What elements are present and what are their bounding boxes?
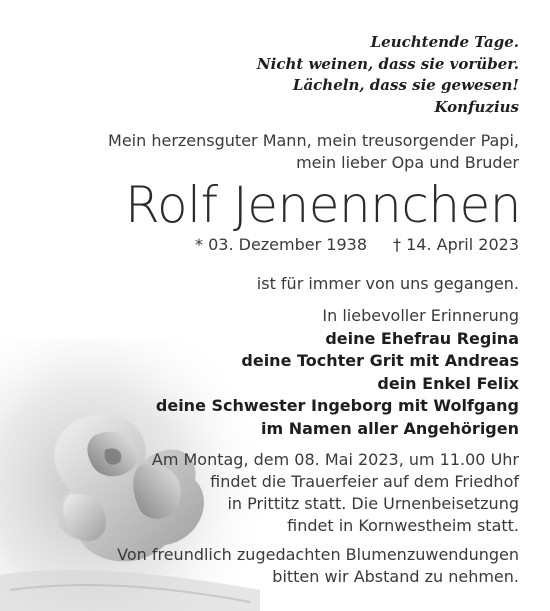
mourner-name: dein Enkel Felix bbox=[377, 373, 519, 393]
intro-line: Mein herzensguter Mann, mein treusorgender Papi, bbox=[108, 131, 519, 150]
service-line: Am Montag, dem 08. Mai 2023, um 11.00 Uhr bbox=[151, 450, 519, 469]
motto-author: Konfuzius bbox=[434, 97, 519, 116]
deceased-name: Rolf Jenennchen bbox=[125, 176, 521, 234]
motto-line: Nicht weinen, dass sie vorüber. bbox=[256, 54, 519, 73]
death-date: † 14. April 2023 bbox=[393, 235, 519, 254]
motto-quote bbox=[257, 32, 519, 118]
mourner-name: deine Schwester Ingeborg mit Wolfgang bbox=[155, 396, 519, 415]
intro-line: mein lieber Opa und Bruder bbox=[296, 153, 519, 172]
mourner-name: im Namen aller Angehörigen bbox=[260, 418, 519, 438]
motto-line: Leuchtende Tage. bbox=[370, 33, 519, 51]
service-line: findet die Trauerfeier auf dem Friedhof bbox=[210, 472, 519, 491]
mourner-name: deine Tochter Grit mit Andreas bbox=[241, 351, 519, 370]
motto-line: Lächeln, dass sie gewesen! bbox=[292, 76, 519, 94]
birth-date: * 03. Dezember 1938 bbox=[195, 235, 367, 254]
life-dates bbox=[195, 234, 519, 256]
flowers-line: Von freundlich zugedachten Blumenzuwendungen bbox=[117, 545, 519, 564]
service-line: findet in Kornwestheim statt. bbox=[287, 516, 519, 535]
flowers-line: bitten wir Abstand zu nehmen. bbox=[272, 567, 519, 586]
mourners-lead: In liebevoller Erinnerung bbox=[322, 306, 519, 325]
mourner-name: deine Ehefrau Regina bbox=[325, 328, 519, 348]
service-line: in Prittitz statt. Die Urnenbeisetzung bbox=[227, 494, 519, 513]
intro-text bbox=[108, 130, 519, 174]
mourners-block bbox=[156, 305, 519, 440]
flowers-note bbox=[117, 544, 519, 588]
passed-away-text: ist für immer von uns gegangen. bbox=[256, 274, 519, 293]
funeral-service-info bbox=[152, 449, 519, 537]
